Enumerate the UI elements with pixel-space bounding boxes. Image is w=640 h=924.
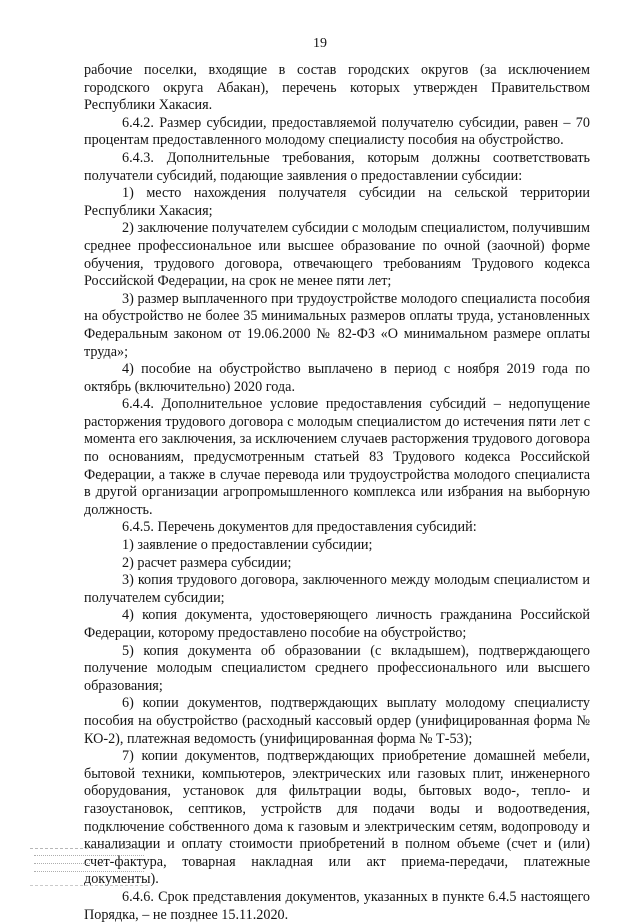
paragraph-2: 6.4.3. Дополнительные требования, которым должны соответствовать получатели субсидий, подающие заявления о предоставлении субсидии: <box>84 149 590 184</box>
paragraph-11: 3) копия трудового договора, заключенного между молодым специалистом и получателем субсидии; <box>84 572 590 606</box>
paragraph-0: рабочие поселки, входящие в состав городских округов (за исключением городского округа Абакан), перечень которых утвержден Правительством Республики Хакасия. <box>84 62 590 114</box>
faded-stamp-mark <box>30 848 148 886</box>
paragraph-9: 1) заявление о предоставлении субсидии; <box>122 537 373 554</box>
paragraph-14: 6) копии документов, подтверждающих выплату молодому специалисту пособия на обустройство (расходный кассовый ордер (унифицированная форма № КО-2), платежная ведомость (унифицированная форма № Т-53); <box>84 695 590 747</box>
paragraph-8: 6.4.5. Перечень документов для предоставления субсидий: <box>122 519 477 536</box>
paragraph-4: 2) заключение получателем субсидии с молодым специалистом, получившим среднее профессиональное или высшее образование по очной (заочной) форме обучения, трудового договора, отвечающего требованиям Трудового кодекса Российской Федерации, на срок не менее пяти лет; <box>84 220 591 290</box>
paragraph-13: 5) копия документа об образовании (с вкладышем), подтверждающего получение молодым специалистом среднего профессионального или высшего образования; <box>84 642 590 694</box>
paragraph-15: 7) копии документов, подтверждающих приобретение домашней мебели, бытовой техники, компьютеров, электрических или газовых плит, инженерного оборудования, установок для фильтрации воды, бытовых водо-, тепло- и газоустановок, септиков, устройств для подачи воды и водоотведения, подключение собственного дома к газовым и электрическим сетям, водопроводу и канализации и оплату стоимости приобретений в полном объеме (счет и (или) счет-фактура, товарная накладная или акт приема-передачи, платежные документы). <box>84 748 590 888</box>
paragraph-12: 4) копия документа, удостоверяющего личность гражданина Российской Федерации, которому предоставлено пособие на обустройство; <box>84 607 590 641</box>
paragraph-16: 6.4.6. Срок представления документов, указанных в пункте 6.4.5 настоящего Порядка, – не позднее 15.11.2020. <box>84 888 590 923</box>
page-number: 19 <box>313 36 327 51</box>
paragraph-3: 1) место нахождения получателя субсидии на сельской территории Республики Хакасия; <box>84 185 590 219</box>
paragraph-10: 2) расчет размера субсидии; <box>122 554 292 571</box>
document-body <box>84 62 590 924</box>
paragraph-1: 6.4.2. Размер субсидии, предоставляемой получателю субсидии, равен – 70 процентам предоставленного молодому специалисту пособия на обустройство. <box>84 114 590 149</box>
paragraph-5: 3) размер выплаченного при трудоустройстве молодого специалиста пособия на обустройство не более 35 минимальных размеров оплаты труда, установленных Федеральным законом от 19.06.2000 № 82-ФЗ «О минимальном размере оплаты труда»; <box>84 290 590 360</box>
paragraph-6: 4) пособие на обустройство выплачено в период с ноября 2019 года по октябрь (включительно) 2020 года. <box>84 361 590 395</box>
paragraph-7: 6.4.4. Дополнительное условие предоставления субсидий – недопущение расторжения трудового договора с молодым специалистом до истечения пяти лет с момента его заключения, за исключением случаев расторжения трудового договора по основаниям, предусмотренным статьей 83 Трудового кодекса Российской Федерации, а также в случае перевода или трудоустройства молодого специалиста в другой организации агропромышленного комплекса или избрания на выборную должность. <box>84 396 590 518</box>
